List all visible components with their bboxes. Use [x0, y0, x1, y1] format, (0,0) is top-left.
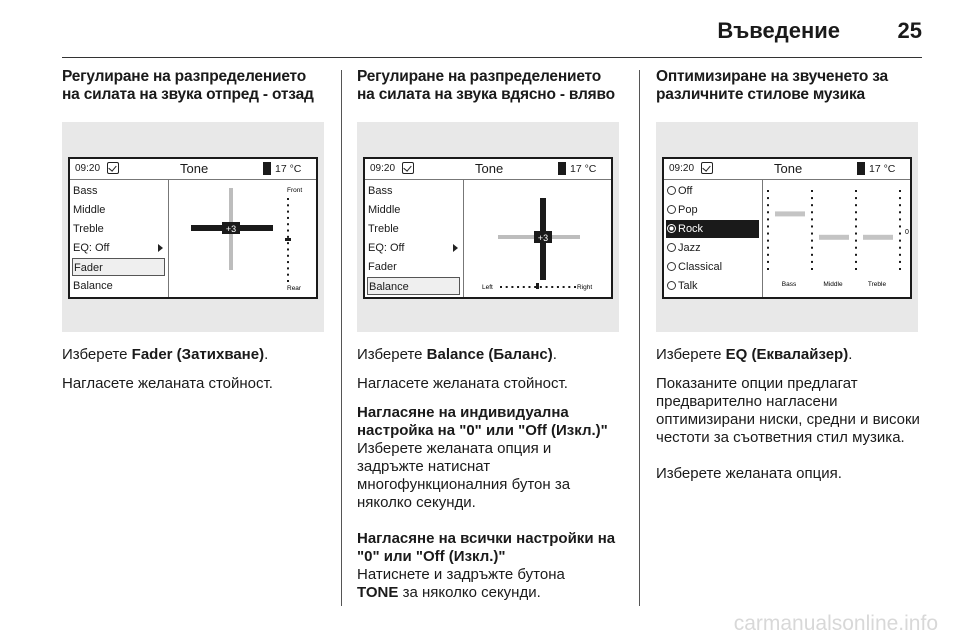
eq-scale-dot	[767, 247, 769, 249]
menu-item-jazz[interactable]	[666, 239, 759, 257]
column-eq	[656, 68, 920, 104]
eq-scale-dot	[767, 204, 769, 206]
fader-scale-dot	[287, 230, 289, 232]
para-balance-select	[357, 346, 627, 364]
eq-scale-dot	[767, 218, 769, 220]
para-balance-adjust: Нагласете желаната стойност.	[357, 375, 568, 392]
fader-scale	[285, 198, 291, 282]
eq-scale-dot	[811, 204, 813, 206]
subheading-all-reset: Нагласяне на всички настройки на "0" или "Off (Изкл.)"	[357, 530, 616, 565]
text: Изберете	[357, 346, 427, 363]
fader-scale-dot	[287, 274, 289, 276]
clock: 09:20	[669, 163, 695, 174]
text: Изберете	[656, 346, 726, 363]
eq-scales	[767, 190, 901, 270]
eq-scale-dot	[767, 240, 769, 242]
status-bar	[70, 159, 316, 180]
page-header	[522, 14, 922, 48]
eq-scale-dot	[855, 233, 857, 235]
eq-scale-dot	[767, 254, 769, 256]
column-divider	[639, 70, 640, 606]
menu-item-classical[interactable]	[666, 258, 759, 276]
eq-scale-dot	[767, 190, 769, 192]
fader-scale-dot	[287, 236, 289, 238]
text: Натиснете и задръжте бутона	[357, 566, 565, 583]
menu-item-bass[interactable]: Bass	[368, 185, 393, 197]
heading-fader: Регулиране на разпределението на силата на звука отпред - отзад	[62, 68, 314, 103]
menu-item-rock[interactable]	[666, 220, 759, 238]
option-label: Classical	[678, 261, 723, 273]
arrow-right-icon	[453, 244, 458, 252]
menu-item-treble[interactable]: Treble	[73, 223, 104, 235]
heading-eq: Оптимизиране на звученето за различните стилове музика	[656, 68, 888, 103]
option-label: Talk	[678, 280, 698, 292]
tone-menu	[365, 180, 464, 297]
text: .	[848, 346, 853, 363]
eq-scale-dot	[899, 197, 901, 199]
radio-icon	[667, 281, 676, 290]
eq-scale-dot	[899, 240, 901, 242]
display	[363, 157, 613, 299]
menu-term: Balance (Баланс)	[426, 346, 553, 363]
eq-scale-dot	[811, 247, 813, 249]
temperature: 17 °C	[275, 163, 302, 175]
balance-scale-dot	[506, 286, 508, 288]
balance-scale-dot	[574, 286, 576, 288]
arrow-right-icon	[158, 244, 163, 252]
eq-scale-dot	[899, 247, 901, 249]
eq-scale-dot	[899, 204, 901, 206]
balance-scale-dot	[500, 286, 502, 288]
eq-scale-dot	[855, 268, 857, 270]
fader-scale-dot	[287, 223, 289, 225]
screen-title: Tone	[180, 161, 209, 176]
menu-item-fader[interactable]: Fader	[368, 261, 397, 273]
label-left: Left	[482, 284, 493, 291]
radio-icon	[667, 243, 676, 252]
clock: 09:20	[75, 163, 101, 174]
para-fader-adjust: Нагласете желаната стойност.	[62, 375, 273, 392]
screen-title: Tone	[475, 161, 504, 176]
column-fader	[62, 68, 326, 104]
eq-scale-dot	[899, 233, 901, 235]
button-term: TONE	[357, 584, 399, 601]
eq-scale-dot	[767, 233, 769, 235]
eq-scale-dot	[767, 261, 769, 263]
eq-scale-dot	[899, 211, 901, 213]
fader-position-marker	[285, 238, 291, 241]
screen-eq	[656, 122, 918, 332]
radio-selected-icon	[667, 224, 676, 233]
menu-item-eq-label: EQ: Off	[368, 242, 405, 254]
eq-label-middle: Middle	[823, 281, 843, 288]
text: за няколко секунди.	[398, 584, 541, 601]
menu-term: Fader (Затихване)	[131, 346, 265, 363]
eq-scale-dot	[899, 218, 901, 220]
menu-item-middle[interactable]: Middle	[368, 204, 401, 216]
eq-scale-dot	[811, 268, 813, 270]
label-rear: Rear	[287, 285, 302, 292]
balance-scale-dot	[546, 286, 548, 288]
eq-scale-dot	[855, 190, 857, 192]
balance-position-marker	[536, 283, 539, 289]
check-icon	[107, 162, 119, 174]
radio-icon	[667, 186, 676, 195]
fader-scale-dot	[287, 261, 289, 263]
display	[662, 157, 912, 299]
eq-scale-dot	[767, 211, 769, 213]
tone-menu	[70, 180, 169, 297]
eq-scale-dot	[855, 240, 857, 242]
fader-scale-dot	[287, 211, 289, 213]
thermometer-icon	[857, 162, 865, 175]
balance-scale-dot	[540, 286, 542, 288]
fader-scale-dot	[287, 267, 289, 269]
menu-item-balance[interactable]: Balance	[73, 280, 113, 292]
eq-scale-dot	[855, 197, 857, 199]
eq-scale-dot	[811, 254, 813, 256]
menu-item-off[interactable]	[666, 182, 759, 200]
menu-item-talk[interactable]	[666, 277, 759, 295]
label-right: Right	[577, 284, 593, 291]
menu-term: EQ (Еквалайзер)	[725, 346, 849, 363]
clock: 09:20	[370, 163, 396, 174]
eq-scale-dot	[811, 225, 813, 227]
eq-level-bar	[819, 235, 849, 240]
fader-scale-dot	[287, 217, 289, 219]
eq-scale-dot	[855, 204, 857, 206]
radio-icon	[667, 262, 676, 271]
menu-item-treble[interactable]: Treble	[368, 223, 399, 235]
eq-scale-dot	[811, 233, 813, 235]
fader-scale-dot	[287, 204, 289, 206]
option-label: Rock	[678, 223, 704, 235]
eq-scale-dot	[855, 254, 857, 256]
menu-item-eq-label: EQ: Off	[73, 242, 110, 254]
fader-scale-dot	[287, 242, 289, 244]
heading-balance: Регулиране на разпределението на силата на звука вдясно - вляво	[357, 68, 615, 103]
eq-scale-dot	[899, 225, 901, 227]
thermometer-icon	[558, 162, 566, 175]
screen-title: Tone	[774, 161, 803, 176]
screen-balance	[357, 122, 619, 332]
temperature: 17 °C	[570, 163, 597, 175]
fader-value: +3	[225, 224, 237, 234]
balance-scale-dot	[517, 286, 519, 288]
column-balance	[357, 68, 621, 104]
balance-scale-dot	[568, 286, 570, 288]
para-individual-reset: Изберете желаната опция и задръжте натиснат многофункционалния бутон за няколко секунди.	[357, 440, 571, 511]
eq-scale-dot	[855, 261, 857, 263]
eq-scale-dot	[811, 218, 813, 220]
menu-item-bass[interactable]: Bass	[73, 185, 98, 197]
para-eq-choose: Изберете желаната опция.	[656, 465, 842, 482]
eq-level-bar	[863, 235, 893, 240]
subheading-individual-reset: Нагласяне на индивидуална настройка на "0" или "Off (Изкл.)"	[357, 404, 608, 439]
thermometer-icon	[263, 162, 271, 175]
check-icon	[402, 162, 414, 174]
eq-graphic	[763, 180, 910, 297]
eq-scale-dot	[811, 190, 813, 192]
eq-scale-dot	[899, 190, 901, 192]
status-bar	[664, 159, 910, 180]
eq-scale-dot	[855, 247, 857, 249]
fader-scale-dot	[287, 198, 289, 200]
balance-value: +3	[537, 233, 549, 243]
label-front: Front	[287, 187, 303, 194]
header-rule	[62, 57, 922, 58]
para-all-reset	[357, 566, 607, 602]
eq-scale-dot	[899, 261, 901, 263]
eq-scale-dot	[811, 197, 813, 199]
eq-scale-dot	[811, 261, 813, 263]
balance-scale-dot	[557, 286, 559, 288]
balance-scale-dot	[551, 286, 553, 288]
menu-item-middle[interactable]: Middle	[73, 204, 106, 216]
menu-item-pop[interactable]	[666, 201, 759, 219]
para-eq-select	[656, 346, 936, 364]
eq-scale-dot	[811, 240, 813, 242]
eq-scale-dot	[767, 268, 769, 270]
balance-scale-dot	[563, 286, 565, 288]
menu-item-eq[interactable]	[367, 239, 460, 257]
eq-scale-dot	[855, 218, 857, 220]
eq-scale-dot	[767, 225, 769, 227]
balance-scale-dot	[523, 286, 525, 288]
watermark: carmanualsonline.info	[733, 612, 938, 635]
para-fader-select	[62, 346, 332, 364]
eq-label-treble: Treble	[867, 281, 887, 288]
radio-icon	[667, 205, 676, 214]
balance-graphic	[464, 180, 611, 297]
fader-scale-dot	[287, 248, 289, 250]
section-title: Въведение	[717, 18, 840, 43]
display	[68, 157, 318, 299]
eq-menu	[664, 180, 763, 297]
check-icon	[701, 162, 713, 174]
eq-scale-dot	[767, 197, 769, 199]
temperature: 17 °C	[869, 163, 896, 175]
menu-item-balance[interactable]: Balance	[367, 277, 460, 295]
option-label: Off	[678, 185, 693, 197]
balance-scale-dot	[534, 286, 536, 288]
option-label: Jazz	[678, 242, 701, 254]
page-number: 25	[897, 18, 922, 43]
text: Изберете	[62, 346, 132, 363]
status-bar	[365, 159, 611, 180]
eq-level-bar	[775, 211, 805, 216]
balance-scale	[500, 283, 576, 289]
fader-scale-dot	[287, 255, 289, 257]
eq-label-bass: Bass	[781, 281, 797, 288]
para-eq-description: Показаните опции предлагат предварително нагласени оптимизирани ниски, средни и високи честоти за съответния стил музика.	[656, 375, 920, 446]
fader-scale-dot	[287, 280, 289, 282]
option-label: Pop	[678, 204, 698, 216]
balance-scale-dot	[528, 286, 530, 288]
eq-scale-dot	[855, 225, 857, 227]
screen-fader	[62, 122, 324, 332]
fader-graphic	[169, 180, 316, 297]
eq-zero-label: 0	[905, 229, 909, 236]
eq-scale-dot	[855, 211, 857, 213]
eq-scale-dot	[811, 211, 813, 213]
text: .	[264, 346, 269, 363]
text: .	[552, 346, 557, 363]
menu-item-eq[interactable]	[72, 239, 165, 257]
column-divider	[341, 70, 342, 606]
eq-scale-dot	[899, 254, 901, 256]
menu-item-fader[interactable]: Fader	[72, 258, 165, 276]
balance-scale-dot	[511, 286, 513, 288]
eq-scale-dot	[899, 268, 901, 270]
